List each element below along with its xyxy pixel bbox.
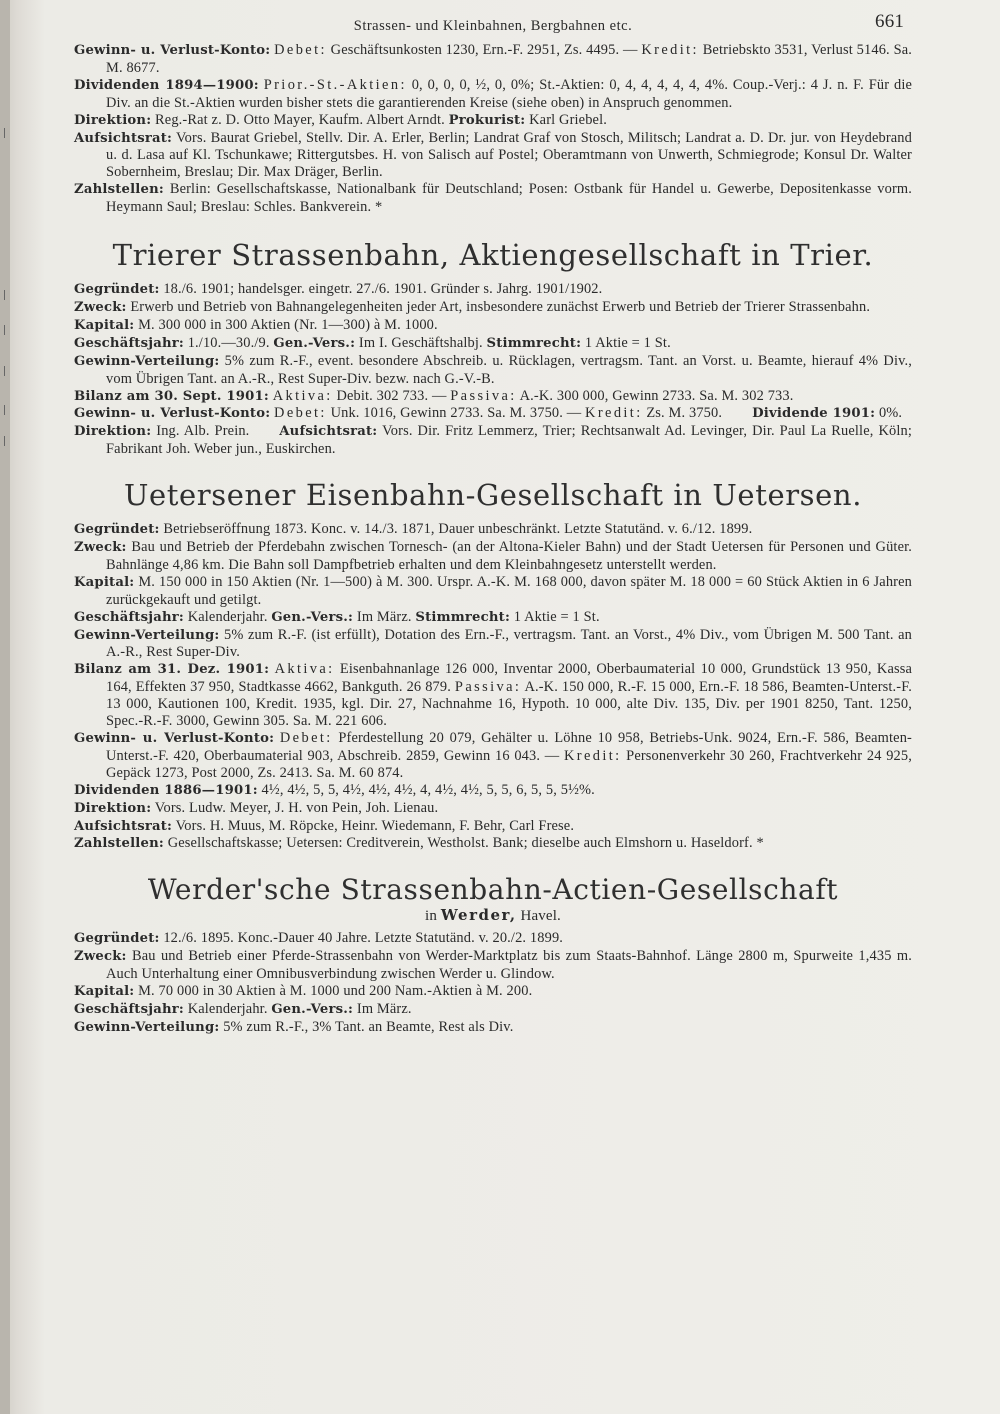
- company-title-trier: Trierer Strassenbahn, Aktiengesellschaft in Trier.: [112, 238, 874, 273]
- entry-aufsichtsrat: [74, 130, 912, 182]
- entry-label: Aufsichtsrat:: [279, 424, 378, 440]
- entry-text: 0%.: [878, 405, 903, 422]
- margin-mark: [4, 436, 9, 446]
- entry-label: Stimmrecht:: [486, 335, 582, 351]
- dividenden-text: 0, 0, 0, 0, ½, 0, 0%; St.-Aktien: 0, 4, 4, 4, 4, 4, 4%. Coup.-Verj.: 4 J. n. F. Für die Div. an die St.-Aktien wurden bisher stets die garantierenden Kreise (siehe oben) in Anspruch genommen.: [106, 76, 913, 111]
- entry-label: Prokurist:: [448, 112, 526, 128]
- entry-bilanz: [74, 388, 912, 406]
- running-title: Strassen- und Kleinbahnen, Bergbahnen etc.: [353, 18, 633, 34]
- entry-text: 4½, 4½, 5, 5, 4½, 4½, 4½, 4, 4½, 4½, 5, 5, 6, 5, 5, 5½%.: [261, 781, 595, 798]
- debet-label: Debet:: [274, 405, 327, 422]
- margin-mark: [4, 405, 9, 415]
- entry-text: Erwerb und Betrieb von Bahnangelegenheiten jeder Art, insbesondere zunächst Erwerb und Betrieb der Trierer Strassenbahn.: [130, 298, 871, 315]
- entry-text: Kalenderjahr.: [187, 1000, 268, 1017]
- entry-label: Direktion:: [74, 424, 152, 440]
- entry-label: Gegründet:: [74, 931, 160, 947]
- page-spine: [0, 0, 10, 1414]
- entry-label: Geschäftsjahr:: [74, 335, 184, 351]
- entry-label: Direktion:: [74, 800, 152, 816]
- aktiva-text: Debit. 302 733. —: [336, 387, 447, 404]
- company-title-uetersen: Uetersener Eisenbahn-Gesellschaft in Uetersen.: [123, 478, 863, 513]
- entry-text: 1 Aktie = 1 St.: [513, 608, 600, 625]
- entry-gegruendet: [74, 521, 912, 539]
- zahlstellen-text: Berlin: Gesellschaftskasse, Nationalbank für Deutschland; Posen: Ostbank für Handel u. Gewerbe, Depositenkasse vorm. Heymann Saul; Breslau: Schles. Bankverein. *: [106, 181, 913, 216]
- entry-label: Gewinn-Verteilung:: [74, 1019, 220, 1035]
- prior-label: Prior.-St.-Aktien:: [263, 76, 407, 93]
- entry-text: 5% zum R.-F. (ist erfüllt), Dotation des Ern.-F., vertragsm. Tant. an Vorst., 4% Div., vom Übrigen M. 500 Tant. an A.-R., Rest Super-Div.: [106, 626, 913, 661]
- entry-kapital: [74, 574, 912, 609]
- entry-zweck: [74, 299, 912, 317]
- company-title-werder: Werder'sche Strassenbahn-Actien-Gesellschaft: [147, 873, 839, 907]
- entry-label: Stimmrecht:: [415, 609, 511, 625]
- entry-gewinn-verlust: [74, 42, 912, 77]
- entry-text: Vors. H. Muus, M. Röpcke, Heinr. Wiedemann, F. Behr, Carl Frese.: [175, 817, 575, 834]
- entry-zweck: [74, 539, 912, 574]
- entry-direktion: [74, 800, 912, 818]
- passiva-label: Passiva:: [450, 387, 517, 404]
- entry-text: 5% zum R.-F., 3% Tant. an Beamte, Rest als Div.: [223, 1018, 514, 1035]
- entry-bilanz: [74, 661, 912, 730]
- debet-text: Pferdestellung 20 079, Gehälter u. Löhne 10 958, Betriebs-Unk. 9024, Ern.-F. 586, Beamten-Unterst.-F. 420, Oberbaumaterial 903, Abschreib. 2859, Gewinn 16 043. —: [106, 730, 913, 764]
- margin-mark: [4, 128, 9, 138]
- entry-zahlstellen: [74, 181, 912, 216]
- running-header: [74, 12, 912, 42]
- entry-label: Aufsichtsrat:: [74, 818, 173, 834]
- margin-mark: [4, 290, 9, 300]
- debet-label: Debet:: [274, 42, 327, 58]
- margin-mark: [4, 325, 9, 335]
- passiva-text: A.-K. 150 000, R.-F. 15 000, Ern.-F. 18 586, Beamten-Unterst.-F. 13 000, Kautionen 100, Kredit. 1935, kgl. Dir. 27, Nachnahme 16, Hypoth. 10 000, alte Div. 135, Div. per 1901 8250, Tant. 1250, Spec.-R.-F. 3000, Gewinn 305. Sa. M. 221 606.: [106, 679, 912, 730]
- entry-label: Zweck:: [74, 540, 127, 556]
- entry-text: Ing. Alb. Prein.: [156, 423, 250, 440]
- entry-label: Gewinn-Verteilung:: [74, 353, 220, 369]
- entry-gewinn-verlust: [74, 405, 912, 423]
- entry-dividenden: [74, 782, 912, 800]
- entry-text: M. 150 000 in 150 Aktien (Nr. 1—500) à M. 300. Urspr. A.-K. M. 168 000, davon später M. 18 000 = 60 Stück Aktien in 6 Jahren zurückgekauft und getilgt.: [106, 573, 912, 608]
- entry-text: 12./6. 1895. Konc.-Dauer 40 Jahre. Letzte Statutänd. v. 20./2. 1899.: [163, 930, 564, 947]
- entry-gewinn-verteilung: [74, 627, 912, 662]
- entry-label: Dividenden 1886—1901:: [74, 782, 258, 798]
- entry-dividenden: [74, 77, 912, 112]
- subtitle-prefix: in: [425, 908, 438, 925]
- kredit-label: Kredit:: [563, 747, 622, 764]
- entry-gegruendet: [74, 930, 912, 948]
- aktiva-label: Aktiva:: [274, 661, 335, 678]
- entry-aufsichtsrat: [74, 818, 912, 836]
- debet-label: Debet:: [279, 730, 333, 746]
- debet-text: Unk. 1016, Gewinn 2733. Sa. M. 3750. —: [330, 405, 582, 422]
- subtitle-suffix: Havel.: [520, 908, 561, 925]
- entry-text: 1 Aktie = 1 St.: [584, 334, 671, 351]
- entry-label: Kapital:: [74, 574, 135, 590]
- entry-zahlstellen: [74, 835, 912, 853]
- entry-text: Bau und Betrieb der Pferdebahn zwischen Tornesch- (an der Altona-Kieler Bahn) und der Stadt Uetersen für Personen und Güter. Bahnlänge 4,86 km. Die Bahn soll Dampfbetrieb erhalten und dem Kleinbahngesetz unterstellt werden.: [106, 539, 912, 573]
- kredit-text: Zs. M. 3750.: [646, 405, 723, 422]
- entry-text: 18./6. 1901; handelsger. eingetr. 27./6. 1901. Gründer s. Jahrg. 1901/1902.: [163, 281, 603, 298]
- entry-text: M. 300 000 in 300 Aktien (Nr. 1—300) à M. 1000.: [138, 316, 438, 333]
- margin-mark: [4, 366, 9, 376]
- entry-label: Dividende 1901:: [752, 406, 876, 422]
- passiva-label: Passiva:: [454, 679, 522, 696]
- entry-label: Gewinn- u. Verlust-Konto:: [74, 43, 271, 58]
- entry-text: Vors. Ludw. Meyer, J. H. von Pein, Joh. Lienau.: [154, 799, 439, 816]
- entry-direktion: [74, 112, 912, 130]
- entry-label: Gen.-Vers.:: [271, 609, 354, 625]
- entry-gegruendet: [74, 281, 912, 299]
- entry-kapital: [74, 983, 912, 1001]
- subtitle-city: Werder,: [440, 906, 517, 925]
- entry-gewinn-verteilung: [74, 1019, 912, 1037]
- page-content: [74, 12, 912, 1037]
- entry-label: Aufsichtsrat:: [74, 130, 173, 146]
- entry-label: Gewinn- u. Verlust-Konto:: [74, 406, 271, 422]
- entry-text: Betriebseröffnung 1873. Konc. v. 14./3. 1871, Dauer unbeschränkt. Letzte Statutänd. v. 6./12. 1899.: [163, 521, 753, 538]
- entry-direktion: [74, 423, 912, 458]
- entry-label: Kapital:: [74, 983, 135, 999]
- prokurist-text: Karl Griebel.: [529, 111, 607, 128]
- kredit-label: Kredit:: [585, 405, 643, 422]
- entry-label: Geschäftsjahr:: [74, 1001, 184, 1017]
- entry-label: Dividenden 1894—1900:: [74, 77, 259, 93]
- entry-gewinn-verlust: [74, 730, 912, 782]
- entry-label: Zahlstellen:: [74, 836, 164, 852]
- entry-label: Zahlstellen:: [74, 182, 164, 198]
- entry-label: Gegründet:: [74, 522, 160, 538]
- entry-label: Zweck:: [74, 299, 127, 315]
- entry-label: Kapital:: [74, 317, 135, 333]
- entry-label: Gewinn- u. Verlust-Konto:: [74, 731, 275, 746]
- entry-kapital: [74, 317, 912, 335]
- entry-geschaeftsjahr: [74, 1001, 912, 1019]
- entry-label: Gen.-Vers.:: [273, 335, 356, 351]
- entry-label: Zweck:: [74, 949, 127, 965]
- kredit-text: Betriebskto 3531, Verlust 5146. Sa. M. 8677.: [106, 42, 913, 76]
- direktion-text: Reg.-Rat z. D. Otto Mayer, Kaufm. Albert Arndt.: [155, 111, 445, 128]
- entry-text: 5% zum R.-F., event. besondere Abschreib. u. Rücklagen, vertragsm. Tant. an Vorst. u. Beamte, hierauf 4% Div., vom Übrigen Tant. an A.-R., Rest Super-Div. bezw. nach G.-V.-B.: [106, 352, 912, 387]
- passiva-text: A.-K. 300 000, Gewinn 2733. Sa. M. 302 733.: [519, 387, 794, 404]
- entry-text: Kalenderjahr.: [187, 608, 268, 625]
- entry-text: M. 70 000 in 30 Aktien à M. 1000 und 200 Nam.-Aktien à M. 200.: [138, 982, 533, 999]
- aufsichtsrat-text: Vors. Baurat Griebel, Stellv. Dir. A. Erler, Berlin; Landrat Graf von Stosch, Militsch; Landrat a. D. Dr. jur. von Heydebrand u. d. Lasa auf Kl. Tschunkawe; Rittergutsbes. H. von Salisch auf Postel; Oberamtmann von Unwerth, Schmiegrode; Konsul Dr. Walter Sobernheim, Breslau; Dir. Max Dräger, Berlin.: [106, 129, 912, 181]
- entry-text: Im März.: [356, 608, 412, 625]
- aktiva-label: Aktiva:: [272, 387, 333, 404]
- entry-geschaeftsjahr: [74, 335, 912, 353]
- entry-label: Gewinn-Verteilung:: [74, 627, 220, 643]
- entry-text: Vors. Dir. Fritz Lemmerz, Trier; Rechtsanwalt Ad. Levinger, Dir. Paul La Ruelle, Köln; Fabrikant Joh. Weber jun., Euskirchen.: [106, 423, 912, 458]
- entry-label: Direktion:: [74, 112, 152, 128]
- entry-label: Gegründet:: [74, 282, 160, 298]
- entry-text: Gesellschaftskasse; Uetersen: Creditverein, Westholst. Bank; dieselbe auch Elmshorn u. Haseldorf. *: [167, 835, 764, 852]
- entry-text: Im März.: [356, 1000, 412, 1017]
- debet-text: Geschäftsunkosten 1230, Ern.-F. 2951, Zs. 4495. —: [330, 42, 638, 58]
- entry-label: Bilanz am 30. Sept. 1901:: [74, 388, 269, 404]
- company-subtitle-werder: [74, 907, 912, 925]
- page-number: 661: [875, 11, 904, 32]
- kredit-label: Kredit:: [641, 42, 699, 58]
- entry-geschaeftsjahr: [74, 609, 912, 627]
- entry-text: 1./10.—30./9.: [187, 334, 270, 351]
- aktiva-text: Eisenbahnanlage 126 000, Inventar 2000, Oberbaumaterial 10 000, Grundstück 13 950, Kassa 164, Effekten 37 950, Stadtkasse 4662, Bankguth. 26 879.: [106, 661, 913, 696]
- entry-label: Geschäftsjahr:: [74, 609, 184, 625]
- entry-gewinn-verteilung: [74, 353, 912, 388]
- entry-label: Bilanz am 31. Dez. 1901:: [74, 662, 270, 678]
- entry-text: Im I. Geschäftshalbj.: [358, 334, 483, 351]
- entry-text: Bau und Betrieb einer Pferde-Strassenbahn von Werder-Marktplatz bis zum Staats-Bahnhof. Länge 2800 m, Spurweite 1,435 m. Auch Unterhaltung einer Omnibusverbindung zwischen Werder u. Glindow.: [106, 948, 913, 983]
- entry-zweck: [74, 948, 912, 983]
- entry-label: Gen.-Vers.:: [271, 1001, 354, 1017]
- kredit-text: Personenverkehr 30 260, Frachtverkehr 24 925, Gepäck 1273, Post 2000, Zs. 2413. Sa. M. 60 874.: [106, 747, 912, 781]
